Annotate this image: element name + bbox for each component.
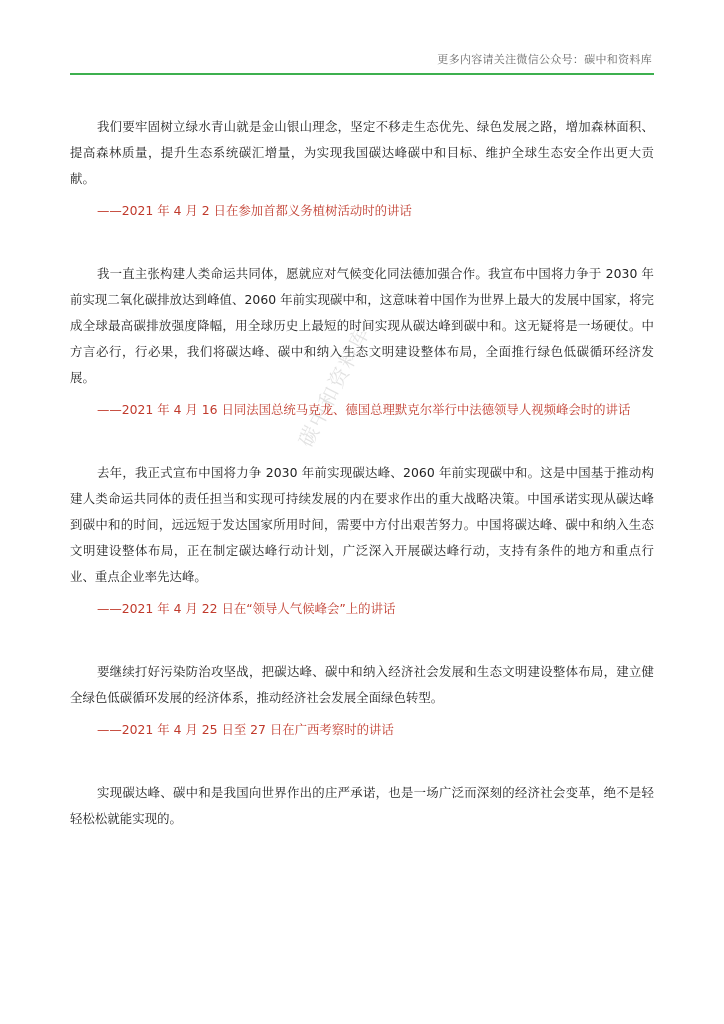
- paragraph-text: 去年，我正式宣布中国将力争 2030 年前实现碳达峰、2060 年前实现碳中和。这是中国基于推动构建人类命运共同体的责任担当和实现可持续发展的内在要求作出的重大战略决策。中国承诺实现从碳达峰到碳中和的时间，远远短于发达国家所用时间，需要中方付出艰苦努力。中国将碳达峰、碳中和纳入生态文明建设整体布局，正在制定碳达峰行动计划，广泛深入开展碳达峰行动，支持有条件的地方和重点行业、重点企业率先达峰。: [70, 465, 654, 584]
- quote-section-2: [70, 261, 654, 423]
- quote-section-1: [70, 114, 654, 224]
- quote-source: ——2021 年 4 月 25 日至 27 日在广西考察时的讲话: [97, 722, 394, 737]
- quote-source: ——2021 年 4 月 2 日在参加首都义务植树活动时的讲话: [97, 203, 412, 218]
- paragraph-text: 我一直主张构建人类命运共同体，愿就应对气候变化同法德加强合作。我宣布中国将力争于 2030 年前实现二氧化碳排放达到峰值、2060 年前实现碳中和，这意味着中国作为世界上最大的发展中国家，将完成全球最高碳排放强度降幅，用全球历史上最短的时间实现从碳达峰到碳中和。这无疑将是一场硬仗。中方言必行，行必果，我们将碳达峰、碳中和纳入生态文明建设整体布局，全面推行绿色低碳循环经济发展。: [70, 266, 654, 385]
- quote-source: ——2021 年 4 月 16 日同法国总统马克龙、德国总理默克尔举行中法德领导人视频峰会时的讲话: [97, 402, 631, 417]
- watermark: 碳中和资料库: [293, 322, 375, 451]
- paragraph-text: 要继续打好污染防治攻坚战，把碳达峰、碳中和纳入经济社会发展和生态文明建设整体布局，建立健全绿色低碳循环发展的经济体系，推动经济社会发展全面绿色转型。: [70, 664, 654, 705]
- header-divider: [70, 73, 654, 75]
- quote-section-4: [70, 659, 654, 743]
- document-body: [70, 114, 654, 832]
- paragraph-text: 我们要牢固树立绿水青山就是金山银山理念，坚定不移走生态优先、绿色发展之路，增加森林面积、提高森林质量，提升生态系统碳汇增量，为实现我国碳达峰碳中和目标、维护全球生态安全作出更大贡献。: [70, 119, 654, 186]
- paragraph-text: 实现碳达峰、碳中和是我国向世界作出的庄严承诺，也是一场广泛而深刻的经济社会变革，绝不是轻轻松松就能实现的。: [70, 785, 654, 826]
- quote-source: ——2021 年 4 月 22 日在“领导人气候峰会”上的讲话: [97, 601, 396, 616]
- quote-section-3: [70, 460, 654, 622]
- quote-section-5: [70, 780, 654, 832]
- header-note: 更多内容请关注微信公众号：碳中和资料库: [437, 53, 652, 66]
